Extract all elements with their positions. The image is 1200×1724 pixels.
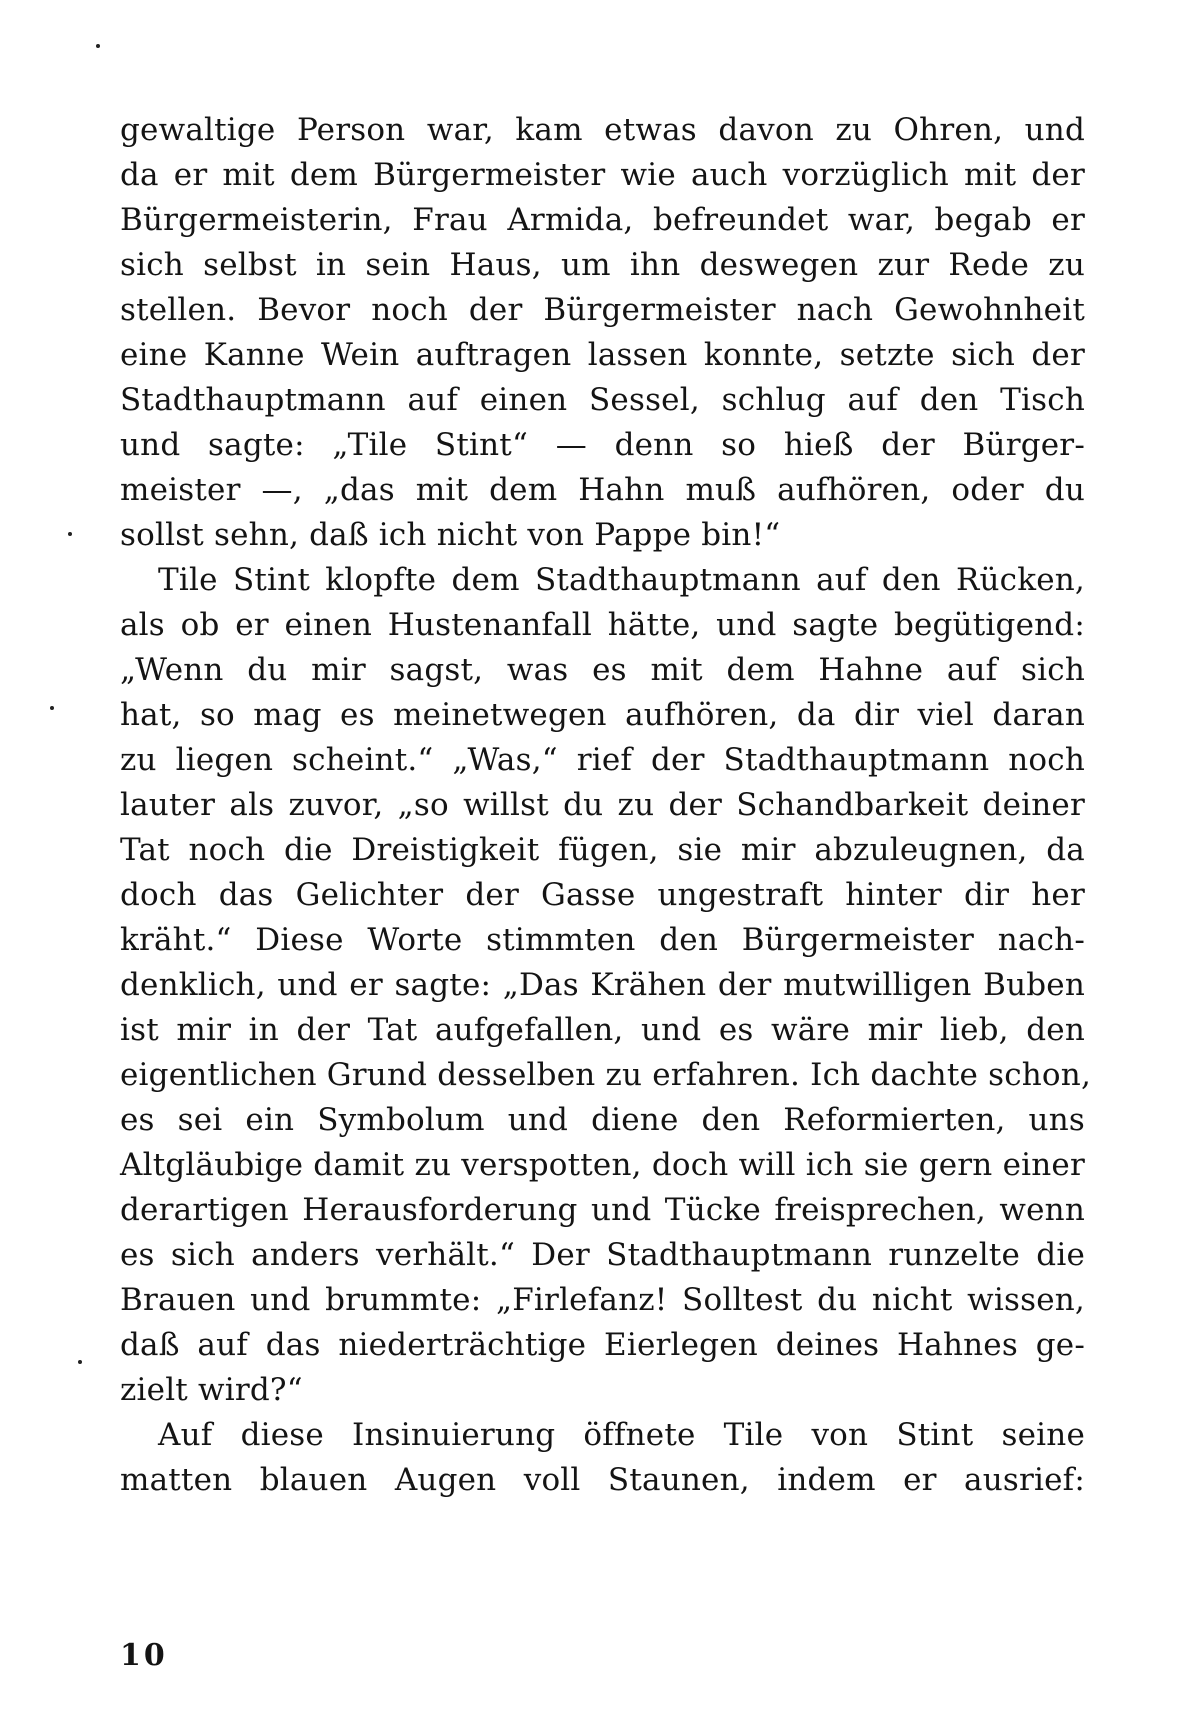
text-line: denklich, und er sagte: „Das Krähen der mutwilligen Buben <box>120 967 1085 1003</box>
text-line: zu liegen scheint.“ „Was,“ rief der Stadthauptmann noch <box>120 742 1085 778</box>
text-line: kräht.“ Diese Worte stimmten den Bürgermeister nach- <box>120 922 1085 958</box>
print-speck <box>96 44 100 48</box>
text-line: sich selbst in sein Haus, um ihn deswegen zur Rede zu <box>120 247 1085 283</box>
text-line: „Wenn du mir sagst, was es mit dem Hahne auf sich <box>120 652 1085 688</box>
print-speck <box>50 706 54 710</box>
text-line: stellen. Bevor noch der Bürgermeister nach Gewohnheit <box>120 292 1085 328</box>
text-line: derartigen Herausforderung und Tücke freisprechen, wenn <box>120 1192 1085 1228</box>
text-line: Brauen und brummte: „Firlefanz! Solltest du nicht wissen, <box>120 1282 1085 1318</box>
text-line: meister —, „das mit dem Hahn muß aufhören, oder du <box>120 472 1085 508</box>
text-line: als ob er einen Hustenanfall hätte, und sagte begütigend: <box>120 607 1085 643</box>
text-line: eigentlichen Grund desselben zu erfahren. Ich dachte schon, <box>120 1057 1092 1093</box>
print-speck <box>78 1360 82 1364</box>
text-line: es sich anders verhält.“ Der Stadthauptmann runzelte die <box>120 1237 1085 1273</box>
page-number: 10 <box>120 1638 168 1673</box>
text-line: sollst sehn, daß ich nicht von Pappe bin!“ <box>120 517 781 553</box>
text-line: matten blauen Augen voll Staunen, indem er ausrief: <box>120 1462 1085 1498</box>
text-line: Auf diese Insinuierung öffnete Tile von Stint seine <box>158 1417 1085 1453</box>
text-line: zielt wird?“ <box>120 1372 303 1408</box>
text-line: lauter als zuvor, „so willst du zu der Schandbarkeit deiner <box>120 787 1085 823</box>
text-line: doch das Gelichter der Gasse ungestraft hinter dir her <box>120 877 1085 913</box>
text-line: Tat noch die Dreistigkeit fügen, sie mir abzuleugnen, da <box>120 832 1085 868</box>
text-line: daß auf das niederträchtige Eierlegen deines Hahnes ge- <box>120 1327 1085 1363</box>
text-line: ist mir in der Tat aufgefallen, und es wäre mir lieb, den <box>120 1012 1085 1048</box>
text-line: Tile Stint klopfte dem Stadthauptmann auf den Rücken, <box>158 562 1085 598</box>
text-line: eine Kanne Wein auftragen lassen konnte, setzte sich der <box>120 337 1085 373</box>
text-line: Altgläubige damit zu verspotten, doch will ich sie gern einer <box>120 1147 1085 1183</box>
text-line: Stadthauptmann auf einen Sessel, schlug auf den Tisch <box>120 382 1085 418</box>
text-line: Bürgermeisterin, Frau Armida, befreundet war, begab er <box>120 202 1085 238</box>
text-line: gewaltige Person war, kam etwas davon zu Ohren, und <box>120 112 1085 148</box>
text-line: hat, so mag es meinetwegen aufhören, da dir viel daran <box>120 697 1085 733</box>
text-line: und sagte: „Tile Stint“ — denn so hieß der Bürger- <box>120 427 1085 463</box>
text-line: es sei ein Symbolum und diene den Reformierten, uns <box>120 1102 1085 1138</box>
text-line: da er mit dem Bürgermeister wie auch vorzüglich mit der <box>120 157 1085 193</box>
print-speck <box>68 532 72 536</box>
